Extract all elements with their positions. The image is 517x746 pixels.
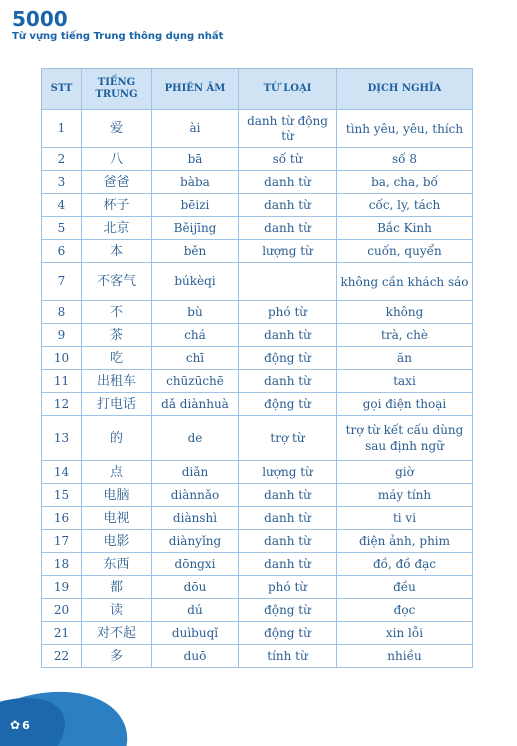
cell-stt: 15 [42, 484, 82, 507]
cell-word-type: lượng từ [239, 240, 337, 263]
table-row [42, 301, 473, 324]
header-meaning: DỊCH NGHĨA [337, 69, 473, 110]
cell-chinese: 吃 [82, 347, 152, 370]
cell-stt: 8 [42, 301, 82, 324]
cell-meaning: ba, cha, bố [337, 171, 473, 194]
cell-pinyin: dǎ diànhuà [152, 393, 239, 416]
table-row [42, 347, 473, 370]
cell-pinyin: diǎn [152, 461, 239, 484]
cell-chinese: 爱 [82, 110, 152, 148]
cell-pinyin: bù [152, 301, 239, 324]
cell-pinyin: Běijīng [152, 217, 239, 240]
cell-chinese: 北京 [82, 217, 152, 240]
cell-pinyin: běn [152, 240, 239, 263]
cell-stt: 19 [42, 576, 82, 599]
cell-stt: 6 [42, 240, 82, 263]
cell-word-type: động từ [239, 347, 337, 370]
cell-pinyin: chī [152, 347, 239, 370]
cell-meaning: Bắc Kinh [337, 217, 473, 240]
cell-chinese: 不 [82, 301, 152, 324]
cell-word-type: phó từ [239, 301, 337, 324]
cell-word-type: phó từ [239, 576, 337, 599]
cell-stt: 12 [42, 393, 82, 416]
cell-chinese: 茶 [82, 324, 152, 347]
cell-meaning: đều [337, 576, 473, 599]
vocabulary-table [41, 68, 473, 668]
cell-stt: 7 [42, 263, 82, 301]
cell-meaning: đọc [337, 599, 473, 622]
cell-chinese: 本 [82, 240, 152, 263]
cell-meaning: giờ [337, 461, 473, 484]
cell-stt: 18 [42, 553, 82, 576]
cell-stt: 14 [42, 461, 82, 484]
table-row [42, 507, 473, 530]
cell-pinyin: bā [152, 148, 239, 171]
cell-pinyin: bàba [152, 171, 239, 194]
header-chinese: TIẾNG TRUNG [82, 69, 152, 110]
table-header-row [42, 69, 473, 110]
table-row [42, 148, 473, 171]
cell-pinyin: diànshì [152, 507, 239, 530]
book-subtitle: Từ vựng tiếng Trung thông dụng nhất [12, 31, 224, 42]
header-pinyin: PHIÊN ÂM [152, 69, 239, 110]
cell-meaning: đồ, đồ đạc [337, 553, 473, 576]
cell-chinese: 电影 [82, 530, 152, 553]
cell-meaning: cuốn, quyển [337, 240, 473, 263]
cell-stt: 4 [42, 194, 82, 217]
cell-stt: 1 [42, 110, 82, 148]
cell-meaning: không [337, 301, 473, 324]
cell-stt: 20 [42, 599, 82, 622]
cell-pinyin: búkèqi [152, 263, 239, 301]
cell-meaning: tình yêu, yêu, thích [337, 110, 473, 148]
cell-word-type: danh từ [239, 484, 337, 507]
cell-pinyin: dōu [152, 576, 239, 599]
cell-meaning: trợ từ kết cấu dùng sau định ngữ [337, 416, 473, 461]
cell-chinese: 多 [82, 645, 152, 668]
cell-stt: 13 [42, 416, 82, 461]
cell-word-type: danh từ [239, 370, 337, 393]
cell-stt: 21 [42, 622, 82, 645]
cell-meaning: gọi điện thoại [337, 393, 473, 416]
table-row [42, 370, 473, 393]
cell-meaning: cốc, ly, tách [337, 194, 473, 217]
cell-pinyin: ài [152, 110, 239, 148]
cell-stt: 5 [42, 217, 82, 240]
table-row [42, 416, 473, 461]
table-row [42, 553, 473, 576]
table-row [42, 576, 473, 599]
table-row [42, 461, 473, 484]
table-row [42, 263, 473, 301]
cell-chinese: 打电话 [82, 393, 152, 416]
cell-pinyin: de [152, 416, 239, 461]
table-row [42, 530, 473, 553]
cell-word-type: động từ [239, 599, 337, 622]
cell-word-type: danh từ [239, 553, 337, 576]
cell-chinese: 爸爸 [82, 171, 152, 194]
cell-word-type: số từ [239, 148, 337, 171]
table-row [42, 110, 473, 148]
cell-chinese: 对不起 [82, 622, 152, 645]
cell-meaning: số 8 [337, 148, 473, 171]
cell-word-type: danh từ [239, 507, 337, 530]
cell-stt: 2 [42, 148, 82, 171]
table-row [42, 393, 473, 416]
cell-stt: 16 [42, 507, 82, 530]
cell-stt: 22 [42, 645, 82, 668]
table-body [42, 110, 473, 668]
cell-chinese: 不客气 [82, 263, 152, 301]
table-row [42, 217, 473, 240]
cell-meaning: trà, chè [337, 324, 473, 347]
cell-chinese: 杯子 [82, 194, 152, 217]
cell-word-type: tính từ [239, 645, 337, 668]
cell-word-type: danh từ động từ [239, 110, 337, 148]
cell-meaning: ăn [337, 347, 473, 370]
cell-chinese: 都 [82, 576, 152, 599]
cell-chinese: 东西 [82, 553, 152, 576]
cell-meaning: xin lỗi [337, 622, 473, 645]
corner-decoration [0, 656, 130, 746]
cell-chinese: 的 [82, 416, 152, 461]
cell-word-type [239, 263, 337, 301]
cell-pinyin: diànyǐng [152, 530, 239, 553]
cell-pinyin: dú [152, 599, 239, 622]
cell-chinese: 八 [82, 148, 152, 171]
cell-word-type: trợ từ [239, 416, 337, 461]
cell-chinese: 电脑 [82, 484, 152, 507]
cell-chinese: 电视 [82, 507, 152, 530]
page-number: 6 [22, 718, 30, 732]
table-row [42, 194, 473, 217]
cell-pinyin: duō [152, 645, 239, 668]
flower-icon: ✿ [10, 718, 21, 732]
cell-word-type: danh từ [239, 530, 337, 553]
table-row [42, 240, 473, 263]
vocabulary-table-container [41, 68, 472, 668]
cell-word-type: danh từ [239, 324, 337, 347]
cell-pinyin: chūzūchē [152, 370, 239, 393]
cell-word-type: động từ [239, 393, 337, 416]
cell-meaning: máy tính [337, 484, 473, 507]
cell-word-type: động từ [239, 622, 337, 645]
page-number-badge [10, 718, 30, 732]
table-row [42, 324, 473, 347]
cell-stt: 3 [42, 171, 82, 194]
cell-chinese: 出租车 [82, 370, 152, 393]
table-row [42, 171, 473, 194]
cell-pinyin: bēizi [152, 194, 239, 217]
page-header [12, 8, 223, 43]
header-word-type: TỪ LOẠI [239, 69, 337, 110]
cell-word-type: lượng từ [239, 461, 337, 484]
cell-word-type: danh từ [239, 217, 337, 240]
cell-word-type: danh từ [239, 194, 337, 217]
cell-stt: 17 [42, 530, 82, 553]
table-row [42, 599, 473, 622]
cell-meaning: không cần khách sáo [337, 263, 473, 301]
cell-pinyin: chá [152, 324, 239, 347]
cell-word-type: danh từ [239, 171, 337, 194]
cell-stt: 10 [42, 347, 82, 370]
book-title-number: 5000 [12, 7, 68, 31]
table-row [42, 484, 473, 507]
cell-chinese: 点 [82, 461, 152, 484]
cell-meaning: taxi [337, 370, 473, 393]
cell-stt: 9 [42, 324, 82, 347]
header-stt: STT [42, 69, 82, 110]
cell-stt: 11 [42, 370, 82, 393]
cell-pinyin: dōngxi [152, 553, 239, 576]
cell-pinyin: duìbuqǐ [152, 622, 239, 645]
cell-meaning: ti vi [337, 507, 473, 530]
cell-meaning: nhiều [337, 645, 473, 668]
cell-pinyin: diànnǎo [152, 484, 239, 507]
cell-chinese: 读 [82, 599, 152, 622]
table-row [42, 622, 473, 645]
cell-meaning: điện ảnh, phim [337, 530, 473, 553]
